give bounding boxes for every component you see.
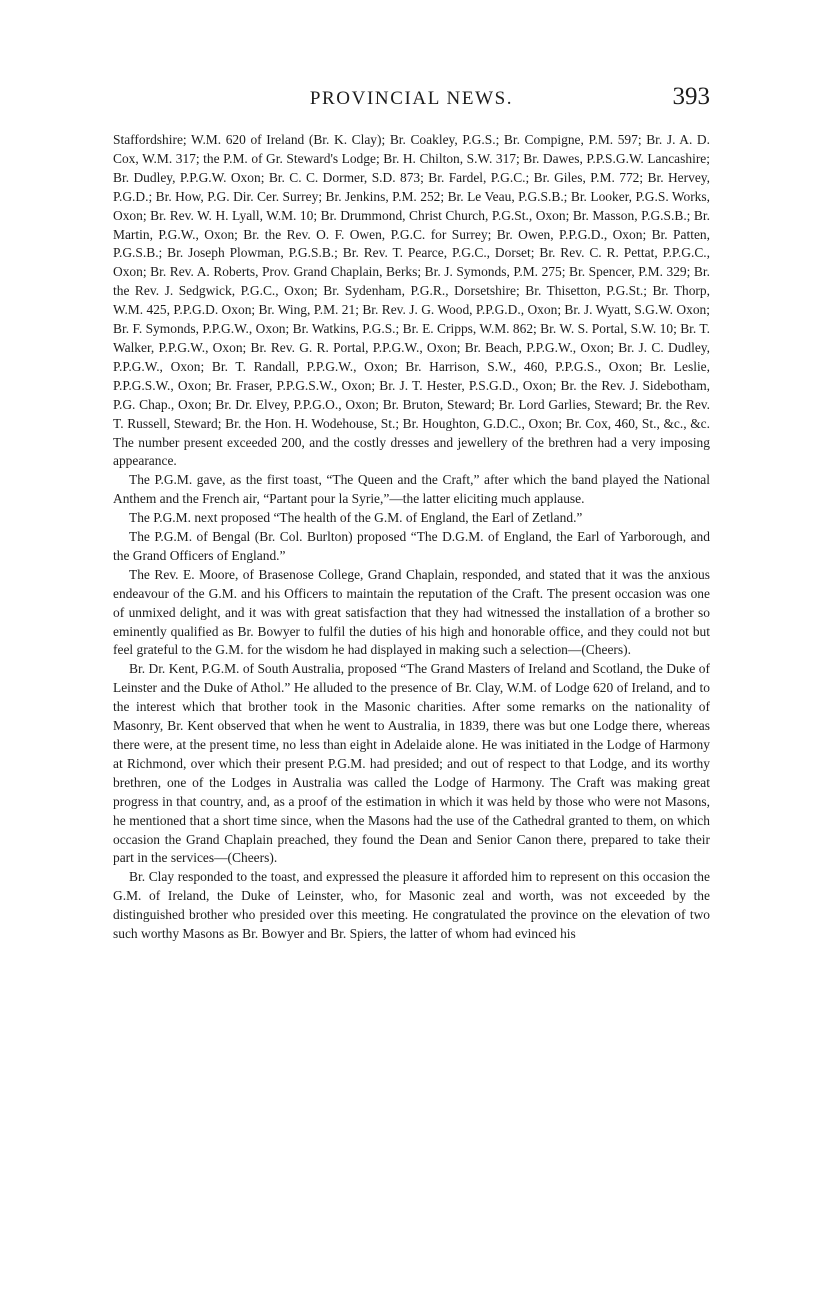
paragraph-chaplain-response: The Rev. E. Moore, of Brasenose College, Grand Chaplain, responded, and stated that it was the anxious endeavour of the G.M. and his Officers to maintain the reputation of the Craft. The present occasion was one of unmixed delight, and it was with great satisfaction that they had witnessed the installation of a brother so eminently qualified as Br. Bowyer to fulfil the duties of his high and honorable office, and they could not but feel grateful to the G.M. for the wisdom he had displayed in making such a selection—(Cheers). (113, 566, 710, 658)
paragraph-second-toast: The P.G.M. next proposed “The health of the G.M. of England, the Earl of Zetland.” (129, 510, 583, 526)
paragraph-first-toast: The P.G.M. gave, as the first toast, “The Queen and the Craft,” after which the band played the National Anthem and the French air, “Partant pour la Syrie,”—the latter eliciting much applause. (113, 472, 710, 507)
paragraph-clay-response: Br. Clay responded to the toast, and expressed the pleasure it afforded him to represent on this occasion the G.M. of Ireland, the Duke of Leinster, who, for Masonic zeal and worth, was not exceeded by the distinguished brother who presided over this meeting. He congratulated the province on the elevation of two such worthy Masons as Br. Bowyer and Br. Spiers, the latter of whom had evinced his (113, 869, 710, 942)
running-title: PROVINCIAL NEWS. (309, 88, 514, 109)
page-header (113, 83, 710, 118)
article-body (113, 131, 710, 944)
paragraph-kent-toast: Br. Dr. Kent, P.G.M. of South Australia, proposed “The Grand Masters of Ireland and Scotland, the Duke of Leinster and the Duke of Athol.” He alluded to the presence of Br. Clay, W.M. of Lodge 620 of Ireland, and to the interest which that brother took in the Masonic charities. After some remarks on the nationality of Masonry, Br. Kent observed that when he went to Australia, in 1839, there was but one Lodge there, whereas there were, at the present time, no less than eight in Adelaide alone. He was initiated in the Lodge of Harmony at Richmond, over which their present P.G.M. had presided; and out of respect to that Lodge, and its worthy brethren, one of the Lodges in Australia was called the Lodge of Harmony. The Craft was making great progress in that country, and, as a proof of the estimation in which it was held by those who were not Masons, he mentioned that a short time since, when the Masons had the use of the Cathedral granted to them, on which occasion the Grand Chaplain preached, they found the Dean and Senior Canon there, prepared to take their part in the services—(Cheers). (113, 661, 710, 866)
page-number: 393 (672, 83, 710, 110)
paragraph-bengal-toast: The P.G.M. of Bengal (Br. Col. Burlton) proposed “The D.G.M. of England, the Earl of Yarborough, and the Grand Officers of England.” (113, 529, 710, 563)
paragraph-attendees: Staffordshire; W.M. 620 of Ireland (Br. K. Clay); Br. Coakley, P.G.S.; Br. Compigne, P.M. 597; Br. J. A. D. Cox, W.M. 317; the P.M. of Gr. Steward's Lodge; Br. H. Chilton, S.W. 317; Br. Dawes, P.P.S.G.W. Lancashire; Br. Dudley, P.P.G.W. Oxon; Br. C. C. Dormer, S.D. 873; Br. Fardel, P.G.C.; Br. Giles, P.M. 772; Br. Hervey, P.G.D.; Br. How, P.G. Dir. Cer. Surrey; Br. Jenkins, P.M. 252; Br. Le Veau, P.G.S.B.; Br. Looker, P.G.S. Works, Oxon; Br. Rev. W. H. Lyall, W.M. 10; Br. Drummond, Christ Church, P.G.St., Oxon; Br. Masson, P.G.S.B.; Br. Martin, P.G.W., Oxon; Br. the Rev. O. F. Owen, P.G.C. for Surrey; Br. Owen, P.P.G.D., Oxon; Br. Patten, P.G.S.B.; Br. Joseph Plowman, P.G.S.B.; Br. Rev. T. Pearce, P.G.C., Dorset; Br. Rev. C. R. Pettat, P.P.G.C., Oxon; Br. Rev. A. Roberts, Prov. Grand Chaplain, Berks; Br. J. Symonds, P.M. 275; Br. Spencer, P.M. 329; Br. the Rev. J. Sedgwick, P.G.C., Oxon; Br. Sydenham, P.G.R., Dorsetshire; Br. Thisetton, P.G.St.; Br. Thorp, W.M. 425, P.P.G.D. Oxon; Br. Wing, P.M. 21; Br. Rev. J. G. Wood, P.P.G.D., Oxon; Br. J. Wyatt, S.G.W. Oxon; Br. F. Symonds, P.P.G.W., Oxon; Br. Watkins, P.G.S.; Br. E. Cripps, W.M. 862; Br. W. S. Portal, S.W. 10; Br. T. Walker, P.P.G.W., Oxon; Br. Rev. G. R. Portal, P.P.G.W., Oxon; Br. Beach, P.P.G.W., Oxon; Br. J. C. Dudley, P.P.G.W., Oxon; Br. T. Randall, P.P.G.W., Oxon; Br. Harrison, S.W., 460, P.P.G.S., Oxon; Br. Leslie, P.P.G.S.W., Oxon; Br. Fraser, P.P.G.S.W., Oxon; Br. J. T. Hester, P.S.G.D., Oxon; Br. the Rev. J. Sidebotham, P.G. Chap., Oxon; Br. Dr. Elvey, P.P.G.O., Oxon; Br. Bruton, Steward; Br. Lord Garlies, Steward; Br. the Rev. T. Russell, Steward; Br. the Hon. H. Wodehouse, St.; Br. Houghton, G.D.C., Oxon; Br. Cox, 460, St., &c., &c. The number present exceeded 200, and the costly dresses and jewellery of the brethren had a very imposing appearance. (113, 132, 710, 469)
